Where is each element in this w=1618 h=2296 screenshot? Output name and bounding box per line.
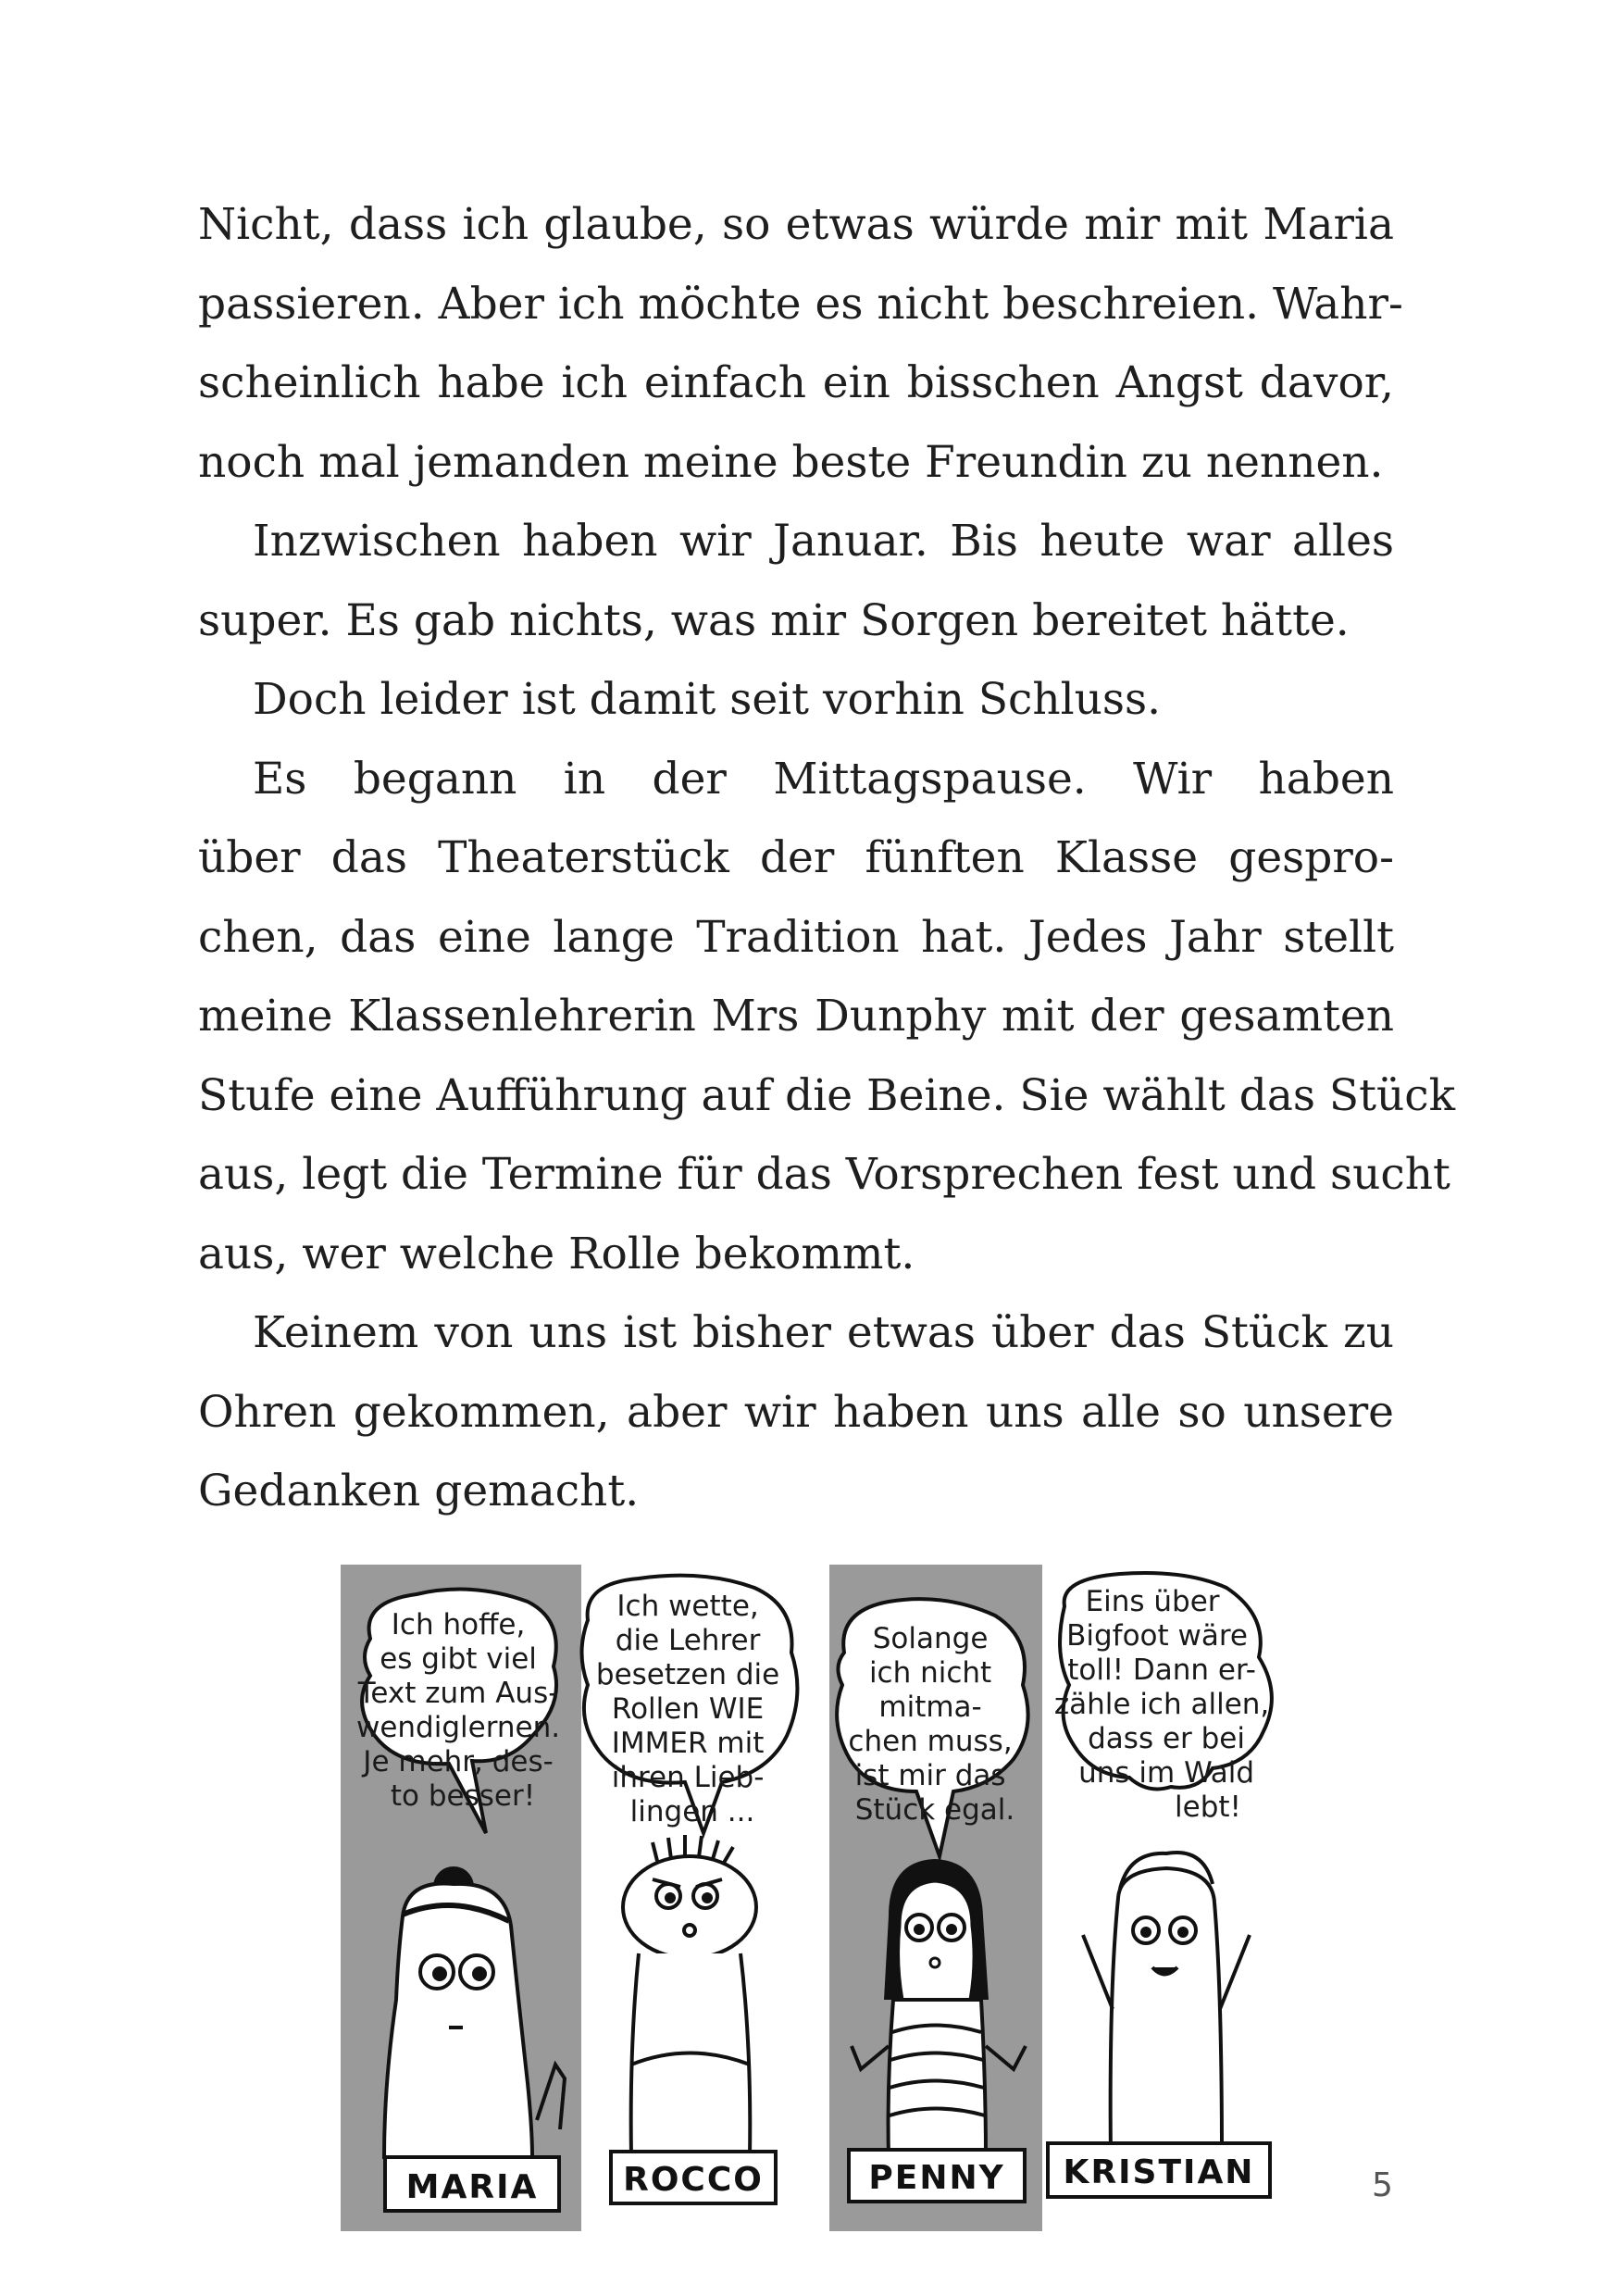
rocco-head — [623, 1856, 756, 1958]
kristian-figure — [1054, 1573, 1278, 2157]
kristian-pupil-right — [1177, 1927, 1189, 1938]
kristian-speech-text: Eins über Bigfoot wäre toll! Dann er- zähle ich allen, dass er bei uns im Wald lebt! — [1053, 1585, 1270, 1824]
rocco-name-label: ROCCO — [623, 2161, 764, 2199]
maria-name-tag — [385, 2157, 559, 2211]
text-line: aus, wer welche Rolle bekommt. — [198, 1228, 915, 1279]
text-line: scheinlich habe ich einfach ein bisschen Angst davor, — [198, 357, 1394, 408]
rocco-pupil-left — [665, 1892, 676, 1903]
text-line: Ohren gekommen, aber wir haben uns alle so unsere — [198, 1386, 1394, 1438]
text-line: Doch leider ist damit seit vorhin Schluss. — [253, 674, 1162, 725]
penny-body — [889, 2000, 986, 2157]
comic-illustration — [333, 1565, 1296, 2240]
penny-speech-text: Solange ich nicht mitma- chen muss, ist mir das Stück egal. — [848, 1622, 1015, 1827]
rocco-name-tag — [611, 2152, 776, 2203]
text-line: Keinem von uns ist bisher etwas über das Stück zu — [253, 1307, 1394, 1358]
penny-name-label: PENNY — [868, 2159, 1005, 2197]
body-text — [198, 185, 1456, 1531]
rocco-body — [631, 1953, 751, 2157]
maria-speech-text: Ich hoffe, es gibt viel Text zum Aus- wendiglernen. Je mehr, des- to besser! — [355, 1608, 561, 1813]
penny-pupil-right — [946, 1924, 957, 1935]
text-line: meine Klassenlehrerin Mrs Dunphy mit der gesamten — [198, 991, 1394, 1042]
maria-pupil-right — [472, 1966, 487, 1981]
kristian-body — [1111, 1868, 1222, 2157]
rocco-pupil-right — [702, 1892, 713, 1903]
maria-name-label: MARIA — [405, 2168, 539, 2206]
text-line: Stufe eine Aufführung auf die Beine. Sie wählt das Stück — [198, 1069, 1456, 1121]
maria-body — [384, 1883, 532, 2157]
text-line: chen, das eine lange Tradition hat. Jedes Jahr stellt — [198, 911, 1394, 963]
page-number: 5 — [1372, 2166, 1393, 2204]
penny-pupil-left — [914, 1924, 925, 1935]
text-line: Gedanken gemacht. — [198, 1466, 640, 1516]
text-line: Inzwischen haben wir Januar. Bis heute war alles — [253, 516, 1394, 567]
kristian-pupil-left — [1140, 1927, 1151, 1938]
text-line: super. Es gab nichts, was mir Sorgen bereitet hätte. — [198, 594, 1350, 646]
rocco-speech-text: Ich wette, die Lehrer besetzen die Rollen WIE IMMER mit ihren Lieb- lingen ... — [595, 1590, 780, 1828]
text-line: Es begann in der Mittagspause. Wir haben — [253, 753, 1394, 805]
comic-strip — [333, 1565, 1296, 2240]
text-line: noch mal jemanden meine beste Freundin zu nennen. — [198, 436, 1384, 488]
rocco-figure — [582, 1576, 798, 2157]
text-line: Nicht, dass ich glaube, so etwas würde mir mit Maria — [198, 199, 1394, 250]
maria-pupil-left — [432, 1966, 447, 1981]
penny-name-tag — [849, 2150, 1025, 2202]
kristian-name-label: KRISTIAN — [1063, 2153, 1255, 2191]
penny-face — [899, 1881, 975, 2000]
kristian-name-tag — [1048, 2143, 1270, 2197]
text-line: aus, legt die Termine für das Vorsprechen fest und sucht — [198, 1149, 1450, 1200]
text-line: passieren. Aber ich möchte es nicht beschreien. Wahr- — [198, 278, 1403, 330]
text-line: über das Theaterstück der fünften Klasse gespro- — [198, 832, 1394, 883]
